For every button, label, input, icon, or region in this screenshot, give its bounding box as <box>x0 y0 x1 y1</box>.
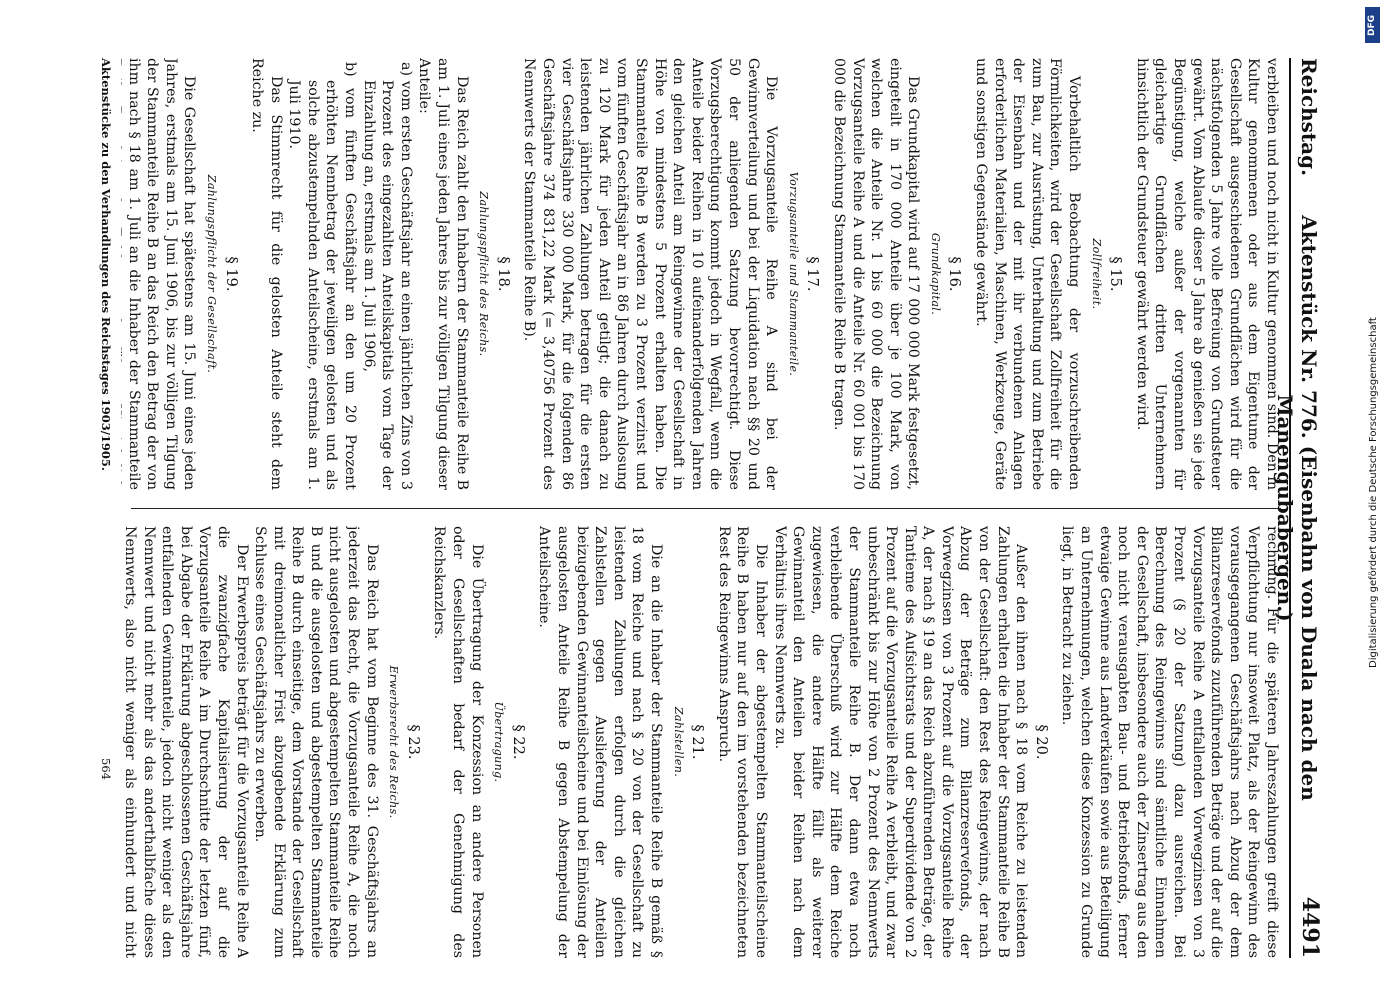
section-heading: § 17. <box>804 256 821 292</box>
section-title: Grundkapital. <box>928 232 942 316</box>
header-left: Reichstag. <box>1297 58 1321 177</box>
section-title: Erwerbsrecht des Reichs. <box>387 665 401 819</box>
digitization-credit: Digitalisierung gefördert durch die Deutsche Forschungsgemeinschaft <box>1368 317 1379 668</box>
section-title: Vorzugsanteile und Stammanteile. <box>786 171 800 377</box>
paragraph: Die Gesellschaft hat spätestens am 15. Juni eines jeden Jahres, erstmals am 15. Juni 1906, bis zur völligen Tilgung der Stammanteile Reihe B an das Reich den Betrag der von ihm nach § 18 am 1. Juli an die Inhaber der Stammanteile <box>125 58 198 490</box>
section-heading: § 18. <box>494 256 511 292</box>
paragraph: Das Reich hat vom Beginne des 31. Geschäftsjahrs an jederzeit das Recht, die Vorzugsanteile Reihe A, die noch nicht ausgelosten und abgestempelten Stammanteile Reihe B und die ausgelosten und abgestempelten Stammanteile Reihe B durch einseitige, dem Vorstande der Gesellschaft mit dreimonatlicher Frist abzugebende Erklärung zum Schlusse eines Geschäftsjahrs zu erwerben. <box>252 526 380 958</box>
paragraph: Die Vorzugsanteile Reihe A sind bei der Gewinnverteilung und bei der Liquidation nach §§ 20 und 50 der anliegenden Satzung bevorrechtigt. Diese Vorzugsberechtigung kommt jedoch in Wegfall, wenn die Anteile beider Reihen in 10 aufeinanderfolgenden Jahren den gleichen Anteil am Reingewinne der Gesellschaft in Höhe von mindestens 5 Prozent erhalten haben. Die Stammanteile Reihe B werden zu 3 Prozent verzinst und vom fünften Geschäftsjahr an in 86 Jahren durch Auslosung zu 120 Mark für jeden Anteil getilgt; die danach zu leistenden jährlichen Zahlungen betragen für die ersten vier Geschäftsjahre 330 000 Mark, für die folgenden 86 Geschäftsjahre 374 831,22 Mark (= 3,40756 Prozent des Nennwerts der Stammanteile Reihe B). <box>521 58 780 490</box>
header-rule <box>1289 58 1291 958</box>
paragraph: Das Grundkapital wird auf 17 000 000 Mark festgesetzt, eingeteilt in 170 000 Anteile über je 100 Mark, von welchen die Anteile Nr. 1 bis 60 000 die Bezeichnung Vorzugsanteile Reihe A und die Anteile Nr. 60 001 bis 170 000 die Bezeichnung Stammanteile Reihe B tragen. <box>830 58 922 490</box>
paragraph: Die an die Inhaber der Stammanteile Reihe B gemäß § 18 vom Reiche und nach § 20 von der Gesellschaft zu leistenden Zahlungen erfolgen durch die gleichen Zahlstellen gegen Auslieferung der Anteilen beizugebenden Gewinnanteilscheine und bei Einlösung der ausgelosten Anteile Reihe B gegen Abstempelung der Anteilscheine. <box>536 526 664 958</box>
section-title: Übertragung. <box>492 701 506 783</box>
section-title: Zahlstellen. <box>671 706 685 778</box>
section-title: Zahlungspflicht des Reichs. <box>477 191 491 357</box>
page-header <box>1273 58 1327 958</box>
section-heading: § 16. <box>946 256 963 292</box>
list-item: b) vom fünften Geschäftsjahr an den um 20 Prozent erhöhten Nennbetrag der jeweiligen gelosten und als solche abzustempelnden Anteilscheine, erstmals am 1. Juli 1910. <box>286 62 359 490</box>
list-item: a) vom ersten Geschäftsjahr an einen jährlichen Zins von 3 Prozent des eingezahlten Anteilskapitals vom Tage der Einzahlung an, erstmals am 1. Juli 1906, <box>360 62 414 490</box>
document-page <box>57 58 1327 958</box>
column-divider <box>131 508 1281 509</box>
section-heading: § 19. <box>222 256 239 292</box>
left-column <box>121 58 1281 490</box>
section-heading: § 21. <box>689 724 706 760</box>
paragraph: Das Stimmrecht für die gelosten Anteile steht dem Reiche zu. <box>249 58 284 490</box>
right-column <box>121 526 1281 958</box>
header-page-number: 4491 <box>1297 896 1323 958</box>
paragraph: Die Inhaber der abgestempelten Stammanteilscheine Reihe B haben nur auf den im vorstehenden bezeichneten Rest des Reingewinns Anspruch. <box>715 526 769 958</box>
section-heading: § 20. <box>1032 724 1049 760</box>
paragraph: rechnung. Für die späteren Jahreszahlungen greift diese Verpflichtung nur insoweit Platz, als der Reingewinn des vorausgegangenen Geschäftsjahrs nach Abzug der dem Bilanzreservefonds zuzuführenden Beträge und der auf die Vorzugsanteile Reihe A entfallenden Vorwegzinsen von 3 Prozent (§ 20 der Satzung) dazu ausreichen. Bei Berechnung des Reingewinns sind sämtliche Einnahmen der Gesellschaft, insbesondere auch der Zinsertrag aus den noch nicht verausgabten Bau- und Betriebsfonds, ferner etwaige Gewinne aus Landverkäufen sowie aus Beteiligung an Unternehmungen, welchen diese Konzession zu Grunde liegt, in Betracht zu ziehen. <box>1059 526 1280 958</box>
footer-note: Aktenstücke zu den Verhandlungen des Reichstages 1903/1905. <box>99 58 113 471</box>
section-heading: § 22. <box>509 724 526 760</box>
paragraph: Die Übertragung der Konzession an andere Personen oder Gesellschaften bedarf der Genehmigung des Reichskanzlers. <box>431 526 485 958</box>
paragraph: Der Erwerbspreis beträgt für die Vorzugsanteile Reihe A die zwanzigfache Kapitalisierung der auf die Vorzugsanteile Reihe A im Durchschnitte der letzten fünf, bei Abgabe der Erklärung abgeschlossenen Geschäftsjahre entfallenden Gewinnanteile, jedoch nicht weniger als den Nennwert und nicht mehr als das anderthalbfache dieses Nennwerts, also nicht weniger als einhundert und nicht <box>121 526 250 958</box>
paragraph: Das Reich zahlt den Inhabern der Stammanteile Reihe B am 1. Juli eines jeden Jahres bis zur völligen Tilgung dieser Anteile: <box>416 58 470 490</box>
header-title: Aktenstück Nr. 776. (Eisenbahn von Duala nach den Manengubabergen.) <box>1273 215 1321 801</box>
paragraph: verbleiben und noch nicht in Kultur genommen sind. Den in Kultur genommenen oder aus dem Eigentume der Gesellschaft ausgeschiedenen Grundflächen wird für die nächstfolgenden 5 Jahre volle Befreiung von Grundsteuer gewährt. Vom Ablaufe dieser 5 Jahre ab genießen sie jede Begünstigung, welche außer der vorgenannten für gleichartige Grundflächen dritten Unternehmern hinsichtlich der Grundsteuer gewährt werden wird. <box>1133 58 1280 490</box>
paragraph: Außer den ihnen nach § 18 vom Reiche zu leistenden Zahlungen erhalten die Inhaber der Stammanteile Reihe B von der Gesellschaft: den Rest des Reingewinns, der nach Abzug der Beträge zum Bilanzreservefonds, der Vorwegzinsen von 3 Prozent auf die Vorzugsanteile Reihe A, der nach § 19 an das Reich abzuführenden Beträge, der Tantieme des Aufsichtsrats und der Superdividende von 2 Prozent auf die Vorzugsanteile Reihe A verbleibt, und zwar unbeschränkt bis zur Höhe von 2 Prozent des Nennwerts der Stammanteile Reihe B. Der dann etwa noch verbleibende Überschuß wird zur Hälfte dem Reiche zugewiesen, die andere Hälfte fällt als weiterer Gewinnanteil den Anteilen beider Reihen nach dem Verhältnis ihres Nennwerts zu. <box>771 526 1030 958</box>
section-title: Zollfreiheit. <box>1089 238 1103 310</box>
section-heading: § 23. <box>404 724 421 760</box>
section-title: Zahlungspflicht der Gesellschaft. <box>204 174 218 374</box>
section-heading: § 15. <box>1107 256 1124 292</box>
page-mark: 564 <box>99 758 113 780</box>
dfg-logo: DFG <box>1365 7 1380 43</box>
paragraph: Vorbehaltlich Beobachtung der vorzuschreibenden Förmlichkeiten, wird der Gesellschaft Zollfreiheit für die zum Bau, zur Ausrüstung, Unterhaltung und zum Betriebe der Eisenbahn und der mit ihr verbundenen Anlagen erforderlichen Materialien, Maschinen, Werkzeuge, Geräte und sonstigen Gegenstände gewährt. <box>973 58 1083 490</box>
